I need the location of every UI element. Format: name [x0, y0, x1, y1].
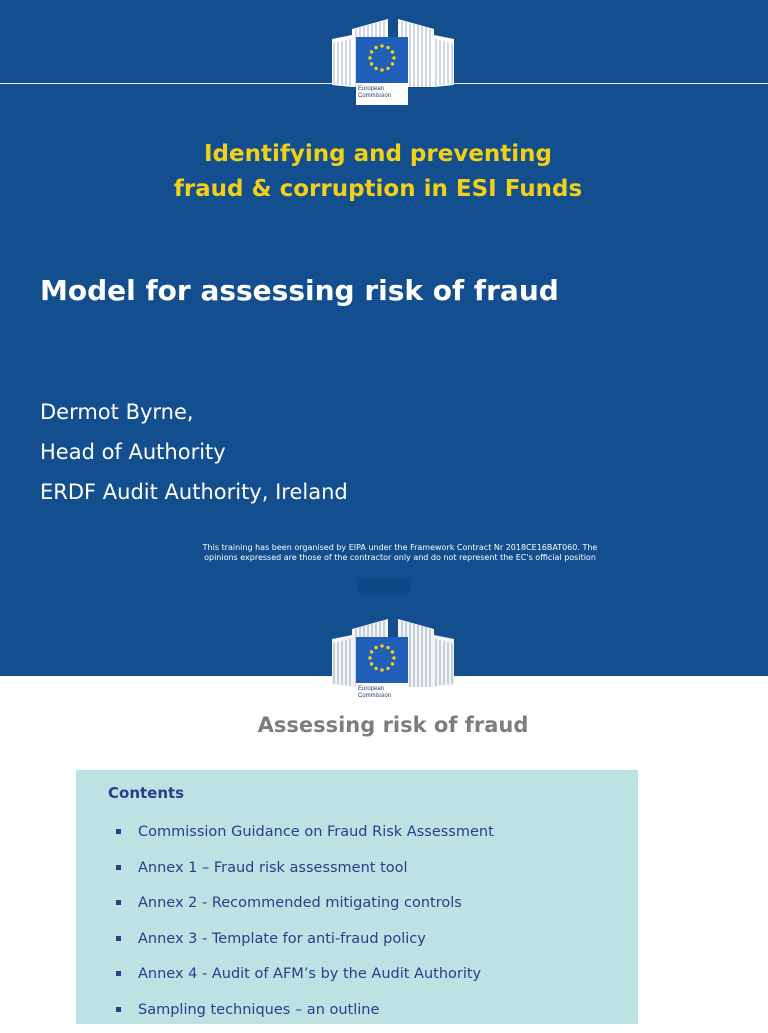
logo-text-line1: European: [358, 86, 410, 93]
european-commission-logo-slide2: [332, 617, 454, 705]
bullet-icon: [116, 900, 121, 905]
european-commission-logo: [332, 17, 454, 105]
contents-item: Annex 2 - Recommended mitigating controls: [114, 891, 634, 927]
slide2-title: Assessing risk of fraud: [0, 708, 768, 742]
contents-box: [76, 770, 638, 1024]
contents-heading: Contents: [108, 784, 184, 802]
contents-item: Annex 4 - Audit of AFM’s by the Audit Authority: [114, 962, 634, 998]
contents-item: Annex 1 – Fraud risk assessment tool: [114, 856, 634, 892]
contents-item: Annex 3 - Template for anti-fraud policy: [114, 927, 634, 963]
presenter-role: Head of Authority: [40, 432, 640, 472]
logo-text-line2: Commission: [358, 93, 410, 100]
bullet-icon: [116, 829, 121, 834]
eu-flag: [356, 37, 408, 83]
bullet-icon: [116, 865, 121, 870]
slide-title: Model for assessing risk of fraud: [40, 270, 740, 312]
presenter-name: Dermot Byrne,: [40, 392, 640, 432]
bullet-icon: [116, 971, 121, 976]
contents-item: Commission Guidance on Fraud Risk Assessment: [114, 820, 634, 856]
bullet-icon: [116, 936, 121, 941]
disclaimer-line1: This training has been organised by EIPA under the Framework Contract Nr 2018CE16BAT060. The: [150, 543, 650, 553]
presenter-block: [40, 392, 640, 512]
slide-subtitle: [0, 137, 756, 207]
contents-list: [114, 820, 634, 1033]
subtitle-line2: fraud & corruption in ESI Funds: [0, 172, 756, 207]
bullet-icon: [116, 1007, 121, 1012]
logo-text-line2: Commission: [358, 693, 410, 700]
presenter-organisation: ERDF Audit Authority, Ireland: [40, 472, 640, 512]
disclaimer-line2: opinions expressed are those of the contractor only and do not represent the EC's official position: [150, 553, 650, 563]
footer-bar: [357, 578, 411, 593]
disclaimer: [150, 543, 650, 563]
subtitle-line1: Identifying and preventing: [0, 137, 756, 172]
contents-item: Sampling techniques – an outline: [114, 998, 634, 1033]
logo-text-line1: European: [358, 686, 410, 693]
